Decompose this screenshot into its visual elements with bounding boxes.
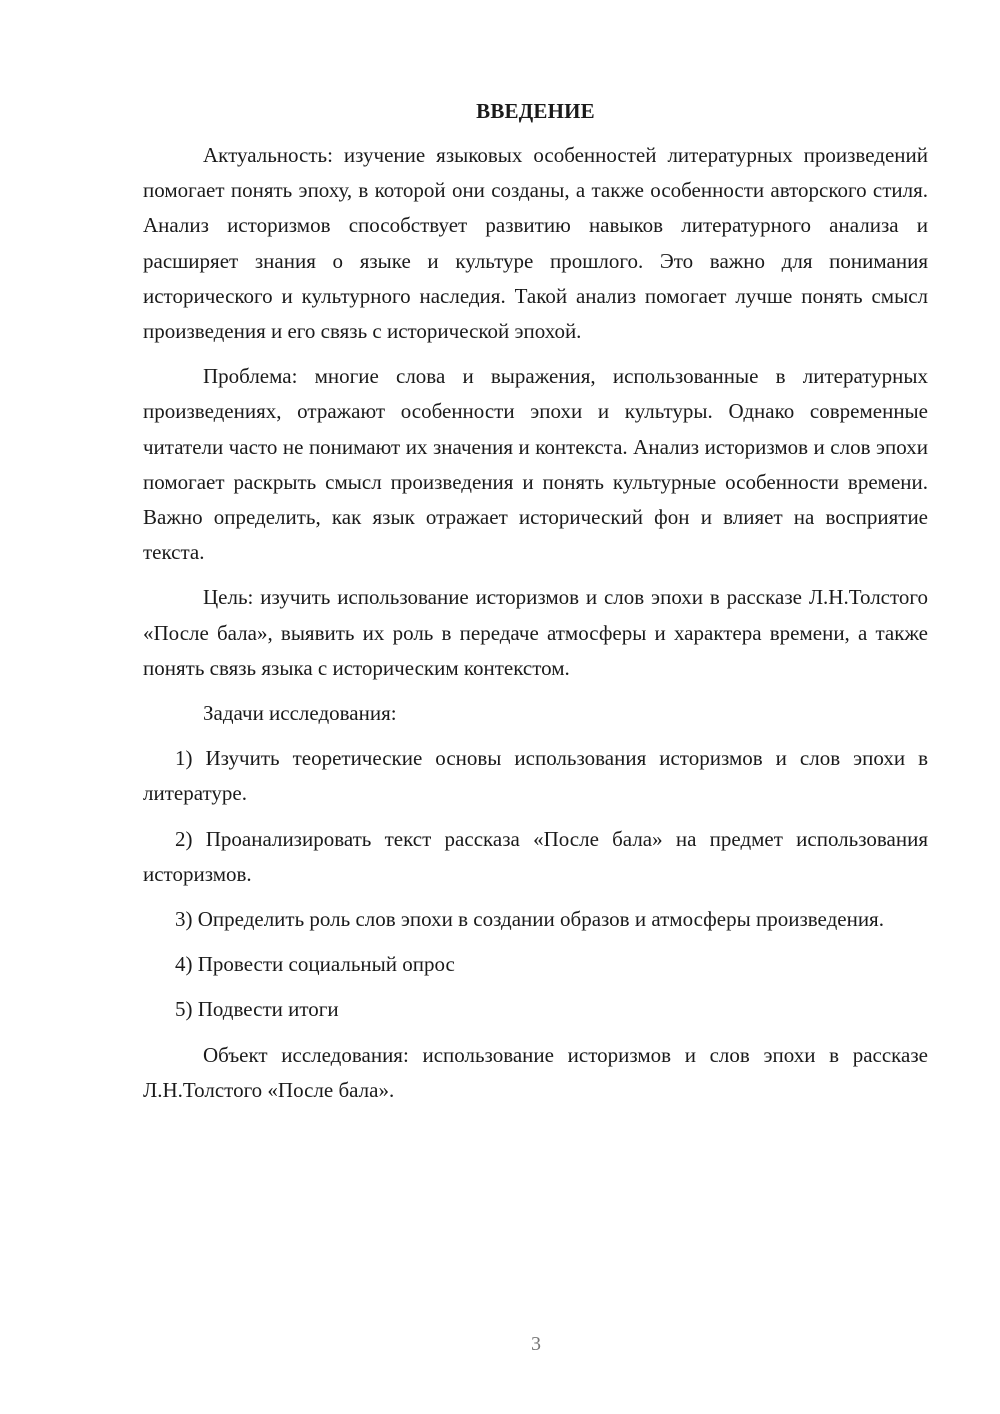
- page-title: ВВЕДЕНИЕ: [476, 99, 595, 123]
- task-item: 2) Проанализировать текст рассказа «После бала» на предмет использования историзмов.: [143, 826, 928, 886]
- object-paragraph: Объект исследования: использование историзмов и слов эпохи в рассказе Л.Н.Толстого «После бала».: [143, 1042, 928, 1102]
- task-item: 5) Подвести итоги: [175, 997, 339, 1022]
- page-content: [143, 94, 928, 1108]
- goal-paragraph: Цель: изучить использование историзмов и слов эпохи в рассказе Л.Н.Толстого «После бала», выявить их роль в передаче атмосферы и характера времени, а также понять связь языка с историческим контекстом.: [143, 585, 928, 680]
- tasks-list: [143, 741, 928, 1027]
- task-item: 1) Изучить теоретические основы использования историзмов и слов эпохи в литературе.: [143, 746, 928, 806]
- task-item: 3) Определить роль слов эпохи в создании образов и атмосферы произведения.: [175, 907, 884, 932]
- page-number: 3: [531, 1333, 541, 1355]
- problem-paragraph: Проблема: многие слова и выражения, использованные в литературных произведениях, отражают особенности эпохи и культуры. Однако современные читатели часто не понимают их значения и контекста. Анализ историзмов и слов эпохи помогает раскрыть смысл произведения и понять культурные особенности времени. Важно определить, как язык отражает исторический фон и влияет на восприятие текста.: [143, 364, 928, 565]
- tasks-heading: Задачи исследования:: [203, 701, 397, 726]
- relevance-paragraph: Актуальность: изучение языковых особенностей литературных произведений помогает понять эпоху, в которой они созданы, а также особенности авторского стиля. Анализ историзмов способствует развитию навыков литературного анализа и расширяет знания о языке и культуре прошлого. Это важно для понимания исторического и культурного наследия. Такой анализ помогает лучше понять смысл произведения и его связь с исторической эпохой.: [143, 143, 928, 344]
- task-item: 4) Провести социальный опрос: [175, 952, 455, 977]
